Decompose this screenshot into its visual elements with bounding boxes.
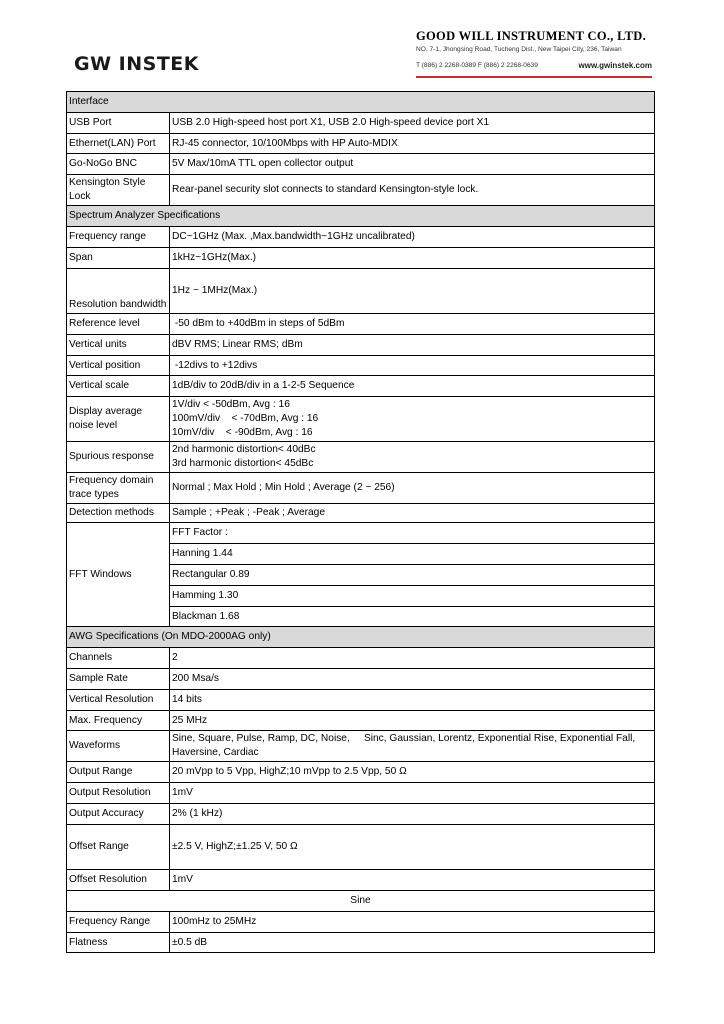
- row-value: Hamming 1.30: [170, 586, 655, 607]
- row-label: Offset Resolution: [67, 870, 170, 891]
- row-value: Sample ; +Peak ; -Peak ; Average: [170, 504, 655, 523]
- row-value: 2: [170, 648, 655, 669]
- subsection-title: Sine: [67, 891, 655, 912]
- row-label: Vertical Resolution: [67, 690, 170, 711]
- row-label: Vertical units: [67, 335, 170, 356]
- row-value: RJ-45 connector, 10/100Mbps with HP Auto-MDIX: [170, 134, 655, 154]
- row-value: -50 dBm to +40dBm in steps of 5dBm: [170, 314, 655, 335]
- table-row: [67, 356, 655, 376]
- subsection-header: [67, 891, 655, 912]
- table-row: [67, 669, 655, 690]
- table-row: [67, 314, 655, 335]
- table-row: [67, 473, 655, 504]
- table-row: [67, 248, 655, 269]
- row-label: Channels: [67, 648, 170, 669]
- row-label: FFT Windows: [67, 523, 170, 627]
- page-header: [0, 0, 724, 86]
- table-row: [67, 397, 655, 442]
- table-row: [67, 933, 655, 953]
- table-row: [67, 134, 655, 154]
- row-value: 14 bits: [170, 690, 655, 711]
- company-address: NO. 7-1, Jhongsing Road, Tucheng Dist., New Taipei City, 236, Taiwan: [416, 46, 622, 53]
- row-label: Kensington Style Lock: [67, 175, 170, 206]
- row-label: Output Range: [67, 762, 170, 783]
- row-value: 200 Msa/s: [170, 669, 655, 690]
- row-label: Vertical position: [67, 356, 170, 376]
- row-label: Span: [67, 248, 170, 269]
- row-value: 5V Max/10mA TTL open collector output: [170, 154, 655, 175]
- row-value: 1mV: [170, 783, 655, 804]
- section-header: [67, 627, 655, 648]
- row-value: [170, 442, 655, 473]
- row-value: Blackman 1.68: [170, 607, 655, 627]
- row-value: ±2.5 V, HighZ;±1.25 V, 50 Ω: [170, 825, 655, 870]
- row-label: Display average noise level: [67, 397, 170, 442]
- row-value: Sine, Square, Pulse, Ramp, DC, Noise, Sinc, Gaussian, Lorentz, Exponential Rise, Exponential Fall, Haversine, Cardiac: [170, 731, 655, 762]
- row-value: 25 MHz: [170, 711, 655, 731]
- row-value: 1dB/div to 20dB/div in a 1-2-5 Sequence: [170, 376, 655, 397]
- value-line: 1V/div < -50dBm, Avg : 16: [172, 399, 290, 410]
- spec-table: [66, 91, 655, 953]
- row-label: Waveforms: [67, 731, 170, 762]
- row-value: ±0.5 dB: [170, 933, 655, 953]
- row-value: -12divs to +12divs: [170, 356, 655, 376]
- row-label: Go-NoGo BNC: [67, 154, 170, 175]
- row-value: 100mHz to 25MHz: [170, 912, 655, 933]
- section-header: [67, 92, 655, 113]
- row-label: Vertical scale: [67, 376, 170, 397]
- value-line: 2nd harmonic distortion< 40dBc: [172, 444, 316, 455]
- value-line: 10mV/div < -90dBm, Avg : 16: [172, 427, 313, 438]
- row-value: Rear-panel security slot connects to standard Kensington-style lock.: [170, 175, 655, 206]
- table-row: [67, 648, 655, 669]
- row-label: Offset Range: [67, 825, 170, 870]
- row-label: Output Resolution: [67, 783, 170, 804]
- section-title: Interface: [67, 92, 655, 113]
- table-row: [67, 804, 655, 825]
- table-row: [67, 227, 655, 248]
- table-row: [67, 783, 655, 804]
- row-value: 1Hz ~ 1MHz(Max.): [170, 269, 655, 314]
- row-label: Frequency Range: [67, 912, 170, 933]
- row-label: Output Accuracy: [67, 804, 170, 825]
- row-value: Rectangular 0.89: [170, 565, 655, 586]
- value-line: 3rd harmonic distortion< 45dBc: [172, 458, 314, 469]
- row-value: FFT Factor :: [170, 523, 655, 544]
- table-row: [67, 154, 655, 175]
- row-value: 2% (1 kHz): [170, 804, 655, 825]
- row-value: Hanning 1.44: [170, 544, 655, 565]
- header-rule: [416, 76, 652, 78]
- row-value: 1mV: [170, 870, 655, 891]
- table-row: [67, 113, 655, 134]
- website-link[interactable]: www.gwinstek.com: [578, 61, 652, 70]
- table-row: [67, 504, 655, 523]
- section-header: [67, 206, 655, 227]
- table-row: [67, 711, 655, 731]
- row-value: Normal ; Max Hold ; Min Hold ; Average (2 ~ 256): [170, 473, 655, 504]
- row-label: Ethernet(LAN) Port: [67, 134, 170, 154]
- row-label: Detection methods: [67, 504, 170, 523]
- company-contact: [416, 62, 652, 69]
- table-row: [67, 523, 655, 544]
- company-name: GOOD WILL INSTRUMENT CO., LTD.: [416, 29, 647, 43]
- row-label: Sample Rate: [67, 669, 170, 690]
- row-label: USB Port: [67, 113, 170, 134]
- table-row: [67, 825, 655, 870]
- table-row: [67, 690, 655, 711]
- table-row: [67, 175, 655, 206]
- section-title: AWG Specifications (On MDO-2000AG only): [67, 627, 655, 648]
- table-row: [67, 731, 655, 762]
- table-row: [67, 442, 655, 473]
- row-label: Flatness: [67, 933, 170, 953]
- table-row: [67, 912, 655, 933]
- row-value: 1kHz~1GHz(Max.): [170, 248, 655, 269]
- table-row: [67, 335, 655, 356]
- value-line: 100mV/div < -70dBm, Avg : 16: [172, 413, 319, 424]
- table-row: [67, 762, 655, 783]
- row-value: dBV RMS; Linear RMS; dBm: [170, 335, 655, 356]
- table-row: [67, 269, 655, 314]
- row-label: Spurious response: [67, 442, 170, 473]
- row-value: DC~1GHz (Max. ,Max.bandwidth~1GHz uncalibrated): [170, 227, 655, 248]
- row-label: Frequency domain trace types: [67, 473, 170, 504]
- row-label: Reference level: [67, 314, 170, 335]
- row-value: 20 mVpp to 5 Vpp, HighZ;10 mVpp to 2.5 Vpp, 50 Ω: [170, 762, 655, 783]
- row-label: Frequency range: [67, 227, 170, 248]
- table-row: [67, 376, 655, 397]
- row-value: [170, 397, 655, 442]
- section-title: Spectrum Analyzer Specifications: [67, 206, 655, 227]
- row-value: USB 2.0 High-speed host port X1, USB 2.0 High-speed device port X1: [170, 113, 655, 134]
- row-label: Max. Frequency: [67, 711, 170, 731]
- table-row: [67, 870, 655, 891]
- gw-instek-logo: GW INSTEK: [74, 53, 199, 75]
- phone-fax: T (886) 2 2268-0389 F (886) 2 2268-0639: [416, 62, 538, 69]
- row-label: Resolution bandwidth: [67, 269, 170, 314]
